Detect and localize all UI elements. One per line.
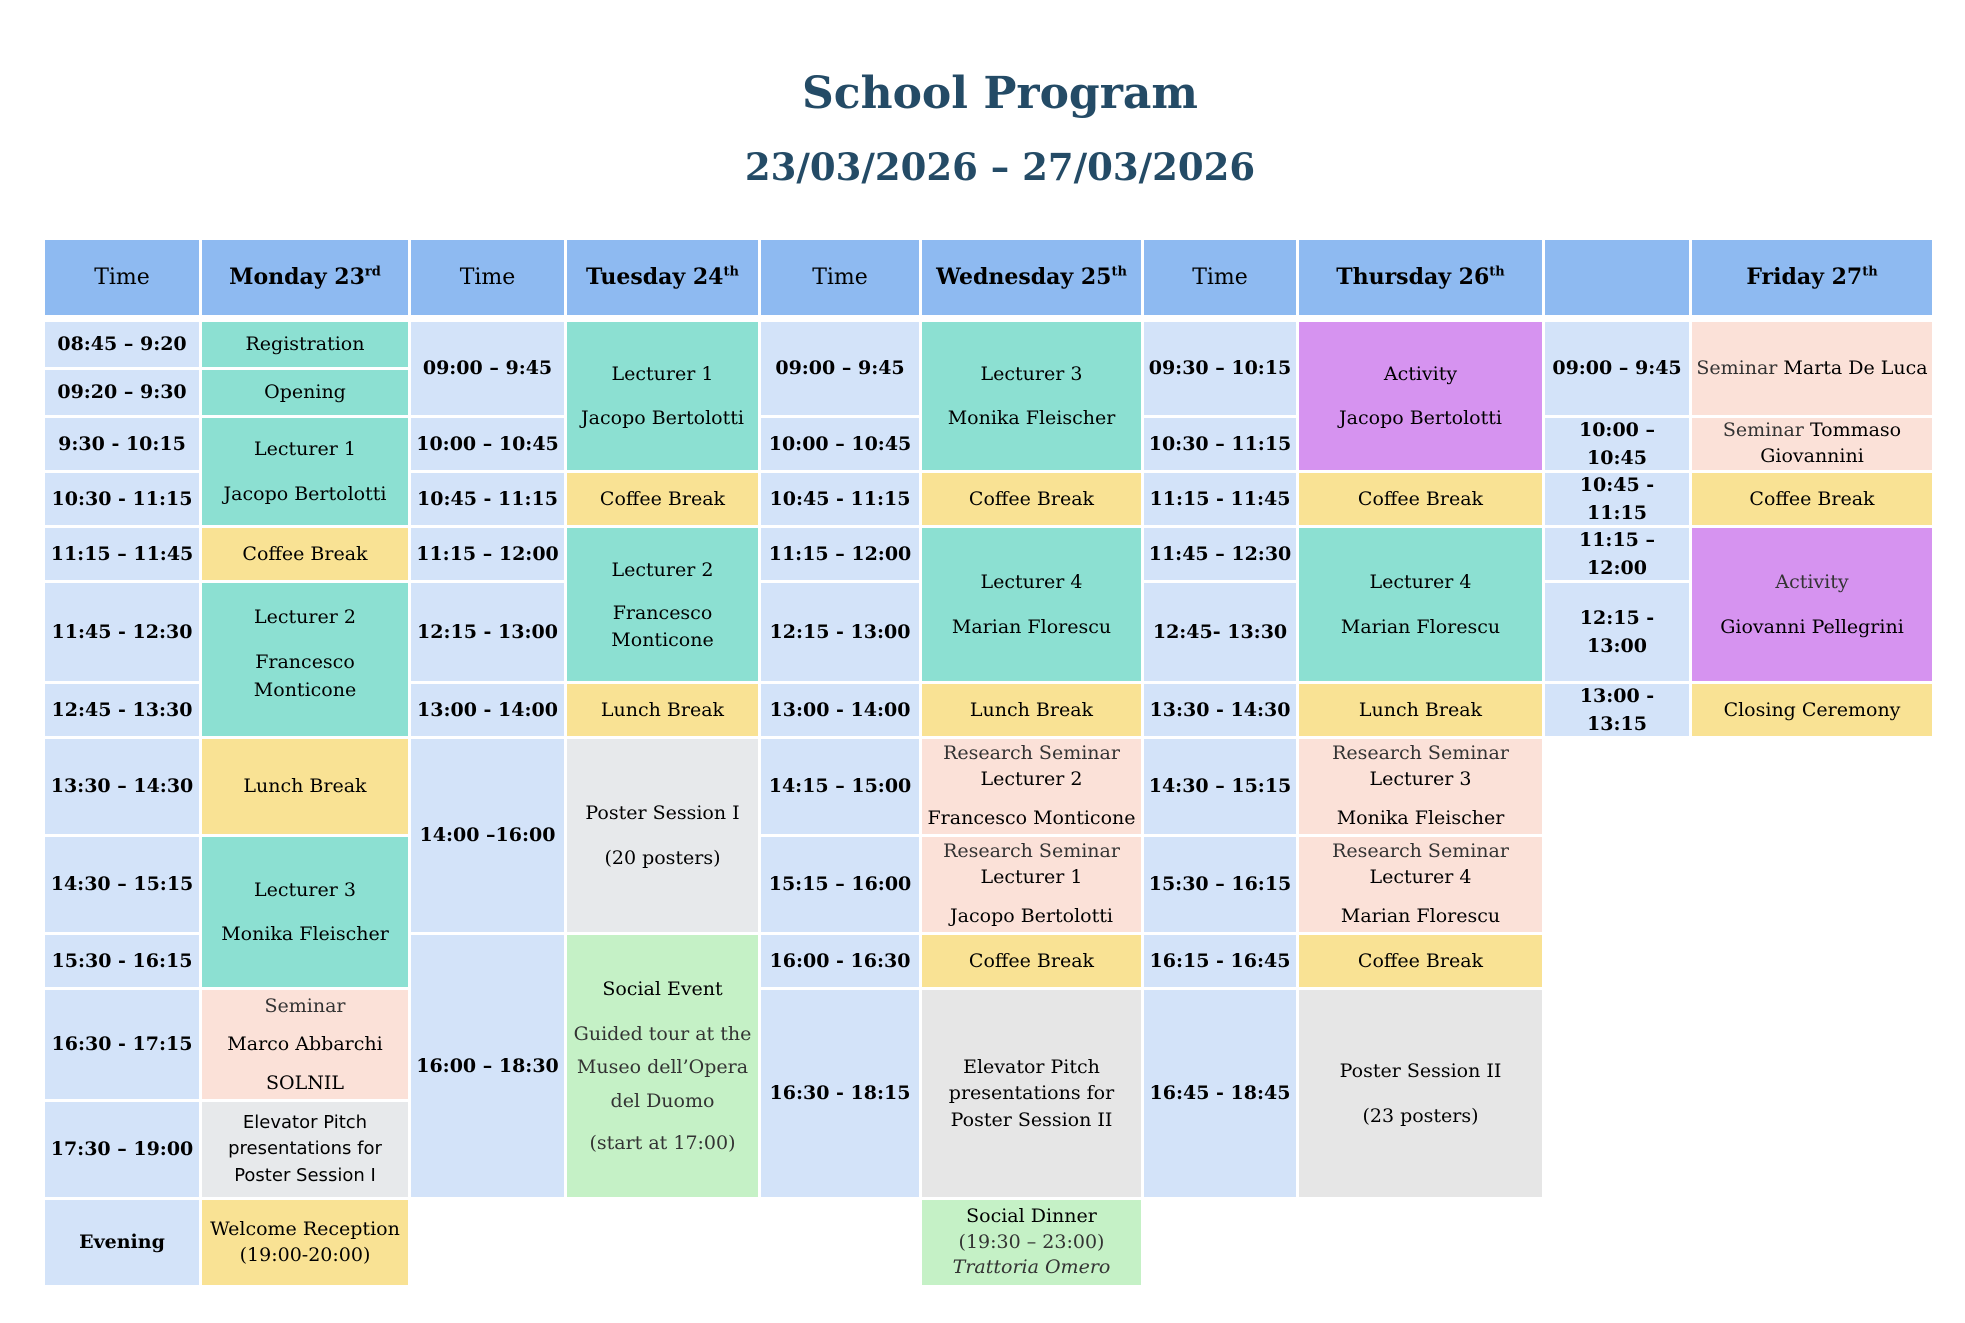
dinner-place: Trattoria Omero <box>952 1256 1111 1279</box>
time-slot: 12:45 - 13:30 <box>45 684 199 736</box>
research-seminar-label: Research Seminar <box>943 840 1120 863</box>
social-start: (start at 17:00) <box>589 1131 736 1154</box>
event-registration: Registration <box>202 322 408 367</box>
activity-label: Activity <box>1775 571 1849 593</box>
lecturer-name: Monika Fleischer <box>1336 807 1505 830</box>
page-title: School Program <box>802 68 1198 119</box>
event-lecture <box>922 322 1141 470</box>
time-slot: 14:30 – 15:15 <box>45 837 199 932</box>
time-slot: 10:45 - 11:15 <box>411 473 564 525</box>
seminar-line <box>1696 354 1927 383</box>
event-lunch-break: Lunch Break <box>1299 684 1542 736</box>
poster-count: (20 posters) <box>604 846 721 869</box>
reception-label: Welcome Reception <box>210 1217 400 1240</box>
seminar-speaker: Tommaso Giovannini <box>1760 419 1902 467</box>
event-social-dinner <box>922 1200 1141 1285</box>
event-activity <box>1299 322 1542 470</box>
seminar-speaker: Marco Abbarchi <box>227 1033 383 1056</box>
time-slot: 12:15 - 13:00 <box>761 583 919 681</box>
time-slot: 15:15 – 16:00 <box>761 837 919 932</box>
poster-count: (23 posters) <box>1362 1104 1479 1127</box>
time-slot: 09:00 – 9:45 <box>411 322 564 415</box>
activity-leader: Jacopo Bertolotti <box>1339 407 1502 429</box>
time-slot: 16:45 - 18:45 <box>1144 990 1296 1197</box>
lecturer-label: Lecturer 2 <box>611 558 714 581</box>
header-friday-sup: th <box>1862 264 1878 280</box>
time-slot: 16:30 - 17:15 <box>45 990 199 1099</box>
time-slot: 10:30 – 11:15 <box>1144 418 1296 470</box>
time-slot: 15:30 - 16:15 <box>45 935 199 987</box>
lecturer-name: Francesco Monticone <box>611 602 714 651</box>
seminar-speaker: Marta De Luca <box>1783 357 1928 380</box>
lecturer-label: Lecturer 3 <box>980 362 1083 385</box>
time-slot: 10:00 – 10:45 <box>411 418 564 470</box>
event-lecture <box>202 837 408 987</box>
time-slot: 09:30 – 10:15 <box>1144 322 1296 415</box>
lecturer-name: Jacopo Bertolotti <box>223 482 387 505</box>
header-thursday-sup: th <box>1489 264 1505 280</box>
time-slot: 09:00 – 9:45 <box>761 322 919 415</box>
header-monday-label <box>229 261 381 294</box>
lecturer-label: Lecturer 4 <box>980 571 1083 593</box>
lecturer-label: Lecturer 4 <box>1369 571 1472 593</box>
header-time-label: Time <box>812 265 868 290</box>
activity-leader: Giovanni Pellegrini <box>1720 615 1904 638</box>
header-thursday <box>1299 240 1542 315</box>
header-thursday-text: Thursday 26 <box>1336 264 1490 290</box>
time-slot: 12:15 - 13:00 <box>411 583 564 681</box>
lecturer-label: Lecturer 2 <box>980 767 1083 790</box>
header-time <box>761 240 919 315</box>
time-slot: 14:30 – 15:15 <box>1144 739 1296 834</box>
lecturer-label: Lecturer 1 <box>980 865 1083 888</box>
header-monday <box>202 240 408 315</box>
time-slot: 11:15 – 11:45 <box>45 528 199 580</box>
event-research-seminar <box>922 837 1141 932</box>
event-poster-session <box>1299 990 1542 1197</box>
event-activity <box>1692 528 1932 681</box>
header-tuesday-sup: th <box>723 264 739 280</box>
event-coffee-break: Coffee Break <box>922 473 1141 525</box>
time-slot: 17:30 – 19:00 <box>45 1102 199 1197</box>
seminar-label: Seminar <box>264 994 346 1017</box>
lecturer-label: Lecturer 1 <box>254 438 356 460</box>
event-research-seminar <box>922 739 1141 834</box>
time-slot: 10:00 – 10:45 <box>761 418 919 470</box>
poster-label: Poster Session I <box>585 802 740 824</box>
header-thursday-label <box>1336 261 1505 294</box>
time-slot: 16:30 - 18:15 <box>761 990 919 1197</box>
event-closing-ceremony: Closing Ceremony <box>1692 684 1932 736</box>
lecturer-name: Francesco Monticone <box>253 650 357 701</box>
event-opening: Opening <box>202 370 408 415</box>
time-slot: 14:15 – 15:00 <box>761 739 919 834</box>
time-slot: 16:15 - 16:45 <box>1144 935 1296 987</box>
lecturer-label: Lecturer 3 <box>254 878 356 901</box>
event-lecture <box>567 528 758 681</box>
research-seminar-label: Research Seminar <box>1332 840 1509 863</box>
event-lunch-break: Lunch Break <box>202 739 408 834</box>
header-friday <box>1692 240 1932 315</box>
time-slot: 13:30 – 14:30 <box>45 739 199 834</box>
header-time <box>411 240 564 315</box>
event-lecture <box>567 322 758 470</box>
header-friday-label <box>1746 261 1877 294</box>
time-slot: 10:30 - 11:15 <box>45 473 199 525</box>
lecturer-name: Monika Fleischer <box>221 923 389 945</box>
social-description: Guided tour at the Museo dell’Opera del Duomo <box>573 1023 752 1112</box>
event-coffee-break: Coffee Break <box>922 935 1141 987</box>
time-slot: 9:30 - 10:15 <box>45 418 199 470</box>
header-monday-sup: rd <box>364 264 381 280</box>
event-lecture <box>922 528 1141 681</box>
event-coffee-break: Coffee Break <box>1692 473 1932 525</box>
lecturer-name: Jacopo Bertolotti <box>950 905 1113 928</box>
lecturer-name: Francesco Monticone <box>927 807 1136 830</box>
time-slot: 12:15 - 13:00 <box>1545 583 1689 681</box>
time-slot: 10:00 – 10:45 <box>1545 418 1689 470</box>
header-time <box>45 240 199 315</box>
dinner-time: (19:30 – 23:00) <box>958 1230 1105 1253</box>
event-poster-session <box>567 739 758 932</box>
header-time <box>1144 240 1296 315</box>
event-coffee-break: Coffee Break <box>567 473 758 525</box>
header-wednesday <box>922 240 1141 315</box>
lecturer-label: Lecturer 4 <box>1369 865 1472 888</box>
header-time-blank <box>1545 240 1689 315</box>
event-coffee-break: Coffee Break <box>202 528 408 580</box>
reception-time: (19:00-20:00) <box>239 1243 371 1266</box>
lecturer-name: Marian Florescu <box>1340 615 1501 638</box>
time-slot: 13:00 - 13:15 <box>1545 684 1689 736</box>
time-slot: 13:00 - 14:00 <box>411 684 564 736</box>
lecturer-label: Lecturer 2 <box>254 606 356 628</box>
time-slot: 11:15 - 11:45 <box>1144 473 1296 525</box>
activity-label: Activity <box>1383 362 1458 385</box>
research-seminar-label: Research Seminar <box>1332 742 1509 765</box>
research-seminar-label: Research Seminar <box>943 742 1120 765</box>
header-tuesday <box>567 240 758 315</box>
event-research-seminar <box>1299 739 1542 834</box>
lecturer-label: Lecturer 1 <box>611 362 714 385</box>
header-monday-text: Monday 23 <box>229 264 365 290</box>
event-social <box>567 935 758 1197</box>
event-seminar <box>1692 418 1932 470</box>
seminar-label: Seminar <box>1696 357 1778 380</box>
header-time-label: Time <box>459 265 516 290</box>
event-lunch-break: Lunch Break <box>922 684 1141 736</box>
time-slot: 11:45 – 12:30 <box>1144 528 1296 580</box>
event-coffee-break: Coffee Break <box>1299 935 1542 987</box>
header-tuesday-text: Tuesday 24 <box>586 264 724 290</box>
header-time-label: Time <box>94 265 150 290</box>
time-slot: 13:00 - 14:00 <box>761 684 919 736</box>
seminar-org: SOLNIL <box>266 1071 344 1094</box>
event-seminar <box>1692 322 1932 415</box>
date-range: 23/03/2026 – 27/03/2026 <box>744 145 1256 189</box>
header-wednesday-sup: th <box>1111 264 1127 280</box>
lecturer-name: Jacopo Bertolotti <box>581 407 744 429</box>
event-research-seminar <box>1299 837 1542 932</box>
time-slot: 09:00 – 9:45 <box>1545 322 1689 415</box>
lecturer-name: Marian Florescu <box>1340 905 1501 928</box>
event-coffee-break: Coffee Break <box>1299 473 1542 525</box>
dinner-label: Social Dinner <box>966 1205 1097 1228</box>
event-lecture <box>202 418 408 525</box>
header-tuesday-label <box>586 261 739 294</box>
time-slot: 15:30 – 16:15 <box>1144 837 1296 932</box>
lecturer-name: Monika Fleischer <box>947 407 1116 429</box>
event-lecture <box>202 583 408 736</box>
time-slot: 11:15 – 12:00 <box>761 528 919 580</box>
time-slot: 08:45 – 9:20 <box>45 322 199 367</box>
time-slot: 16:00 – 18:30 <box>411 935 564 1197</box>
time-slot: 11:15 – 12:00 <box>411 528 564 580</box>
time-slot: 10:45 - 11:15 <box>1545 473 1689 525</box>
header-wednesday-label <box>936 261 1127 294</box>
header-time-label: Time <box>1192 265 1248 290</box>
poster-label: Poster Session II <box>1339 1060 1502 1082</box>
time-slot: 09:20 – 9:30 <box>45 370 199 415</box>
time-slot: 16:00 - 16:30 <box>761 935 919 987</box>
time-slot: 12:45- 13:30 <box>1144 583 1296 681</box>
social-label: Social Event <box>602 977 723 1000</box>
event-elevator-pitch: Elevator Pitch presentations for Poster Session I <box>202 1102 408 1197</box>
event-welcome-reception <box>202 1200 408 1285</box>
seminar-label: Seminar <box>1722 419 1804 442</box>
seminar-line <box>1696 418 1928 469</box>
event-elevator-pitch: Elevator Pitch presentations for Poster Session II <box>922 990 1141 1197</box>
time-slot: 11:45 - 12:30 <box>45 583 199 681</box>
header-wednesday-text: Wednesday 25 <box>936 264 1112 290</box>
time-slot: 14:00 –16:00 <box>411 739 564 932</box>
time-slot: 13:30 - 14:30 <box>1144 684 1296 736</box>
event-seminar <box>202 990 408 1099</box>
time-slot: 10:45 - 11:15 <box>761 473 919 525</box>
event-lunch-break: Lunch Break <box>567 684 758 736</box>
event-lecture <box>1299 528 1542 681</box>
time-slot-evening: Evening <box>45 1200 199 1285</box>
lecturer-label: Lecturer 3 <box>1369 767 1472 790</box>
time-slot: 11:15 – 12:00 <box>1545 528 1689 580</box>
header-friday-text: Friday 27 <box>1746 264 1863 290</box>
lecturer-name: Marian Florescu <box>951 615 1112 638</box>
